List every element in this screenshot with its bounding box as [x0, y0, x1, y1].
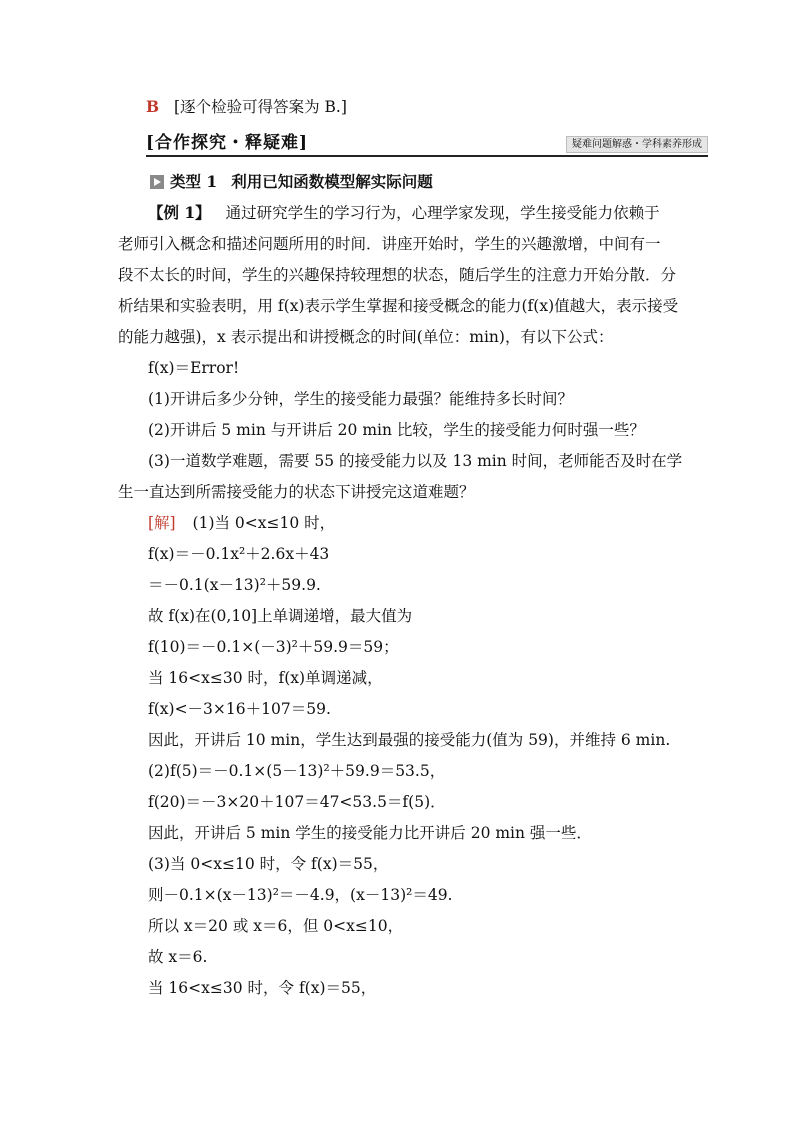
solution-line: 因此，开讲后 10 min，学生达到最强的接受能力(值为 59)，并维持 6 min. — [148, 731, 671, 749]
play-triangle-icon — [150, 175, 164, 189]
answer-line — [146, 97, 347, 117]
solution-line: 当 16<x≤30 时，令 f(x)＝55， — [148, 979, 377, 997]
section-divider — [146, 155, 708, 157]
solution-line: 所以 x＝20 或 x＝6，但 0<x≤10， — [148, 917, 404, 935]
solution-label: [解] — [148, 514, 176, 532]
solution-line: f(x)＝－0.1x²＋2.6x＋43 — [148, 545, 330, 563]
solution-line: 故 f(x)在(0,10]上单调递增，最大值为 — [148, 607, 413, 625]
solution-line: f(x)<－3×16＋107＝59. — [148, 700, 331, 718]
solution-line: f(10)＝－0.1×(－3)²＋59.9＝59； — [148, 638, 399, 656]
type-heading — [150, 172, 433, 192]
section-title: [合作探究・释疑难] — [146, 133, 309, 153]
question-3: (3)一道数学难题，需要 55 的接受能力以及 13 min 时间，老师能否及时在学 — [148, 452, 683, 470]
example-label: 【例 1】 — [148, 203, 211, 222]
solution-line: (3)当 0<x≤10 时，令 f(x)＝55， — [148, 855, 389, 873]
question-1: (1)开讲后多少分钟，学生的接受能力最强？能维持多长时间？ — [148, 390, 573, 408]
type-title: 利用已知函数模型解实际问题 — [231, 172, 433, 191]
formula: f(x)＝Error! — [148, 359, 240, 377]
solution-line: 当 16<x≤30 时，f(x)单调递减， — [148, 669, 383, 687]
example-line-4: 析结果和实验表明，用 f(x)表示学生掌握和接受概念的能力(f(x)值越大，表示接受 — [118, 297, 679, 315]
solution-line: 因此，开讲后 5 min 学生的接受能力比开讲后 20 min 强一些． — [148, 824, 592, 842]
question-3-cont: 生一直达到所需接受能力的状态下讲授完这道难题？ — [118, 483, 475, 501]
answer-letter: B — [146, 97, 160, 116]
answer-text: [逐个检验可得答案为 B.] — [174, 98, 347, 116]
section-tag: 疑难问题解惑・学科素养形成 — [566, 136, 708, 153]
example-line-5: 的能力越强)，x 表示提出和讲授概念的时间(单位：min)，有以下公式： — [118, 328, 614, 346]
example-line-2: 老师引入概念和描述问题所用的时间．讲座开始时，学生的兴趣激增，中间有一 — [118, 235, 661, 253]
solution-line: f(20)＝－3×20＋107＝47<53.5＝f(5)． — [148, 793, 446, 811]
question-2: (2)开讲后 5 min 与开讲后 20 min 比较，学生的接受能力何时强一些？ — [148, 421, 645, 439]
type-label: 类型 1 — [170, 172, 218, 191]
section-header — [146, 128, 708, 156]
solution-line: 故 x＝6. — [148, 948, 208, 966]
example-line-1: 【例 1】 通过研究学生的学习行为，心理学家发现，学生接受能力依赖于 — [148, 203, 660, 222]
solution-line: (2)f(5)＝－0.1×(5－13)²＋59.9＝53.5， — [148, 762, 446, 780]
solution-line: 则－0.1×(x－13)²＝－4.9，(x－13)²＝49. — [148, 886, 453, 904]
solution-first-line: [解] (1)当 0<x≤10 时， — [148, 514, 336, 532]
solution-line: ＝－0.1(x－13)²＋59.9. — [148, 576, 321, 594]
example-line-3: 段不太长的时间，学生的兴趣保持较理想的状态，随后学生的注意力开始分散．分 — [118, 266, 677, 284]
